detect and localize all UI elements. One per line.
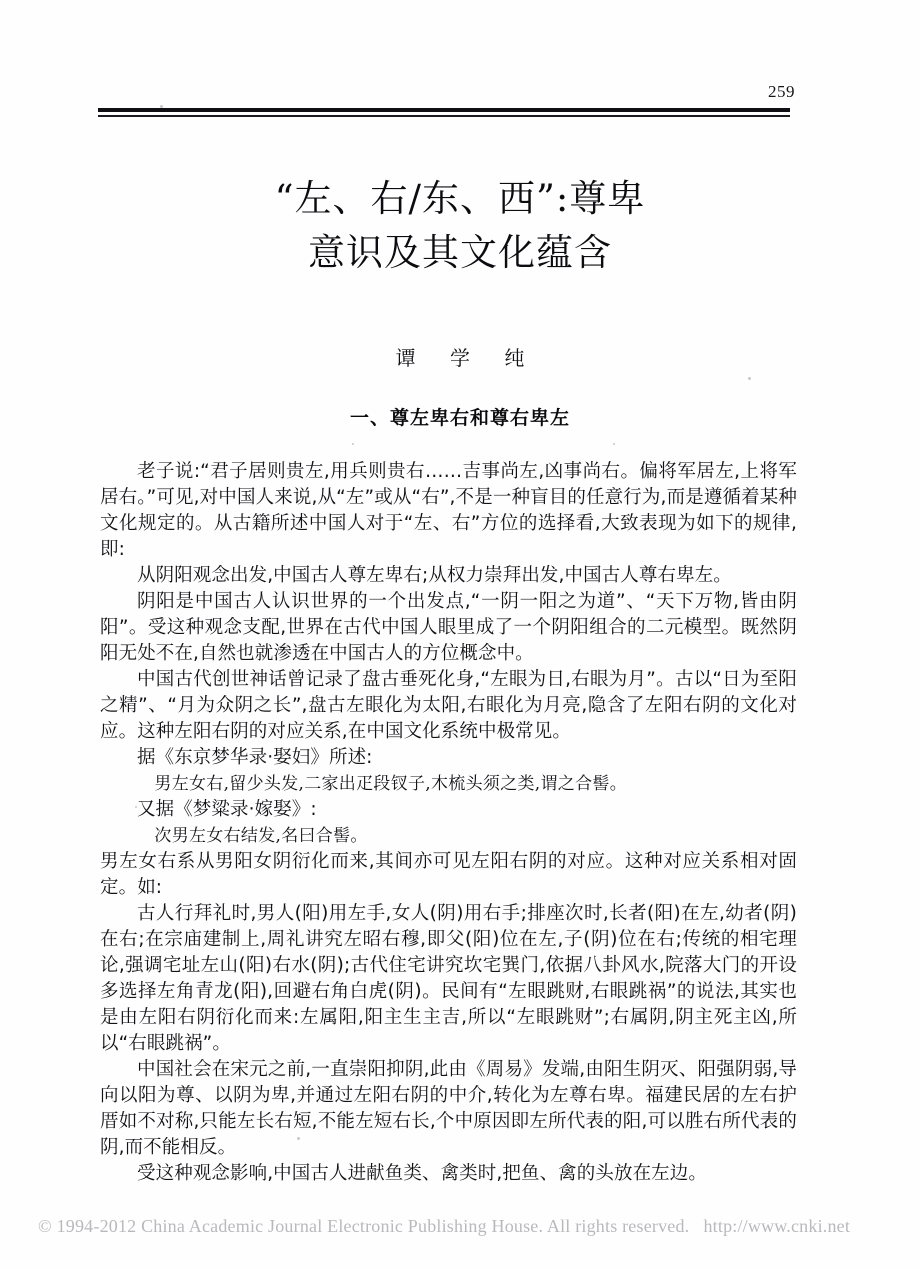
body-paragraph: 从阴阳观念出发,中国古人尊左卑右;从权力崇拜出发,中国古人尊右卑左。 [137, 565, 732, 586]
page-title [0, 172, 920, 280]
copyright-watermark: © 1994-2012 China Academic Journal Electronic Publishing House. All rights reserved. http://www.cnki.net [38, 1216, 851, 1236]
page-header [0, 0, 920, 130]
body-paragraph: 老子说:“君子居则贵左,用兵则贵右……吉事尚左,凶事尚右。偏将军居左,上将军居右。”可见,对中国人来说,从“左”或从“右”,不是一种盲目的任意行为,而是遵循着某种文化规定的。从古籍所述中国人对于“左、右”方位的选择看,大致表现为如下的规律,即: [100, 461, 797, 560]
body-paragraph: 又据《梦粱录·嫁娶》: [137, 799, 317, 820]
block-quote: 次男左女右结发,名曰合髻。 [154, 826, 368, 846]
scan-speck [352, 443, 354, 445]
body-paragraph: 中国社会在宋元之前,一直崇阳抑阴,此由《周易》发端,由阳生阴灭、阳强阴弱,导向以阳为尊、以阴为卑,并通过左阳右阴的中介,转化为左尊右卑。福建民居的左右护厝如不对称,只能左长右短,不能左短右长,个中原因即左所代表的阳,可以胜右所代表的阴,而不能相反。 [100, 1059, 797, 1158]
body-paragraph: 古人行拜礼时,男人(阳)用左手,女人(阴)用右手;排座次时,长者(阳)在左,幼者(阴)在右;在宗庙建制上,周礼讲究左昭右穆,即父(阳)位在左,子(阴)位在右;传统的相宅理论,强调宅址左山(阳)右水(阴);古代住宅讲究坎宅巽门,依据八卦风水,院落大门的开设多选择左角青龙(阳),回避右角白虎(阴)。民间有“左眼跳财,右眼跳祸”的说法,其实也是由左阳右阴衍化而来:左属阳,阳主生主吉,所以“左眼跳财”;右属阴,阴主死主凶,所以“右眼跳祸”。 [100, 903, 797, 1054]
body-paragraph: 受这种观念影响,中国古人进献鱼类、禽类时,把鱼、禽的头放在左边。 [137, 1163, 707, 1184]
scan-speck [748, 377, 751, 380]
body-paragraph: 据《东京梦华录·娶妇》所述: [137, 747, 373, 768]
header-rule-thick [98, 108, 790, 112]
body-paragraph: 阴阳是中国古人认识世界的一个出发点,“一阴一阳之为道”、“天下万物,皆由阴阳”。受这种观念支配,世界在古代中国人眼里成了一个阴阳组合的二元模型。既然阴阳无处不在,自然也就渗透在中国古人的方位概念中。 [100, 591, 797, 664]
title-line-2: 意识及其文化蕴含 [308, 231, 612, 274]
author-name: 谭 学 纯 [395, 346, 539, 370]
body-paragraph: 男左女右系从男阳女阴衍化而来,其间亦可见左阳右阴的对应。这种对应关系相对固定。如: [100, 851, 797, 898]
page-number: 259 [768, 82, 795, 101]
scan-speck [297, 1137, 300, 1140]
title-line-1: “左、右/东、西”:尊卑 [274, 177, 646, 220]
section-heading: 一、尊左卑右和尊右卑左 [349, 407, 570, 429]
block-quote: 男左女右,留少头发,二家出疋段钗子,木梳头须之类,谓之合髻。 [154, 774, 628, 794]
scan-speck [160, 105, 163, 108]
scan-speck [613, 443, 615, 445]
scan-speck [135, 806, 137, 808]
header-rule-thin [98, 115, 790, 117]
body-text [100, 459, 797, 1187]
body-paragraph: 中国古代创世神话曾记录了盘古垂死化身,“左眼为日,右眼为月”。古以“日为至阳之精”、“月为众阴之长”,盘古左眼化为太阳,右眼化为月亮,隐含了左阳右阴的文化对应。这种左阳右阴的对应关系,在中国文化系统中极常见。 [100, 669, 797, 742]
